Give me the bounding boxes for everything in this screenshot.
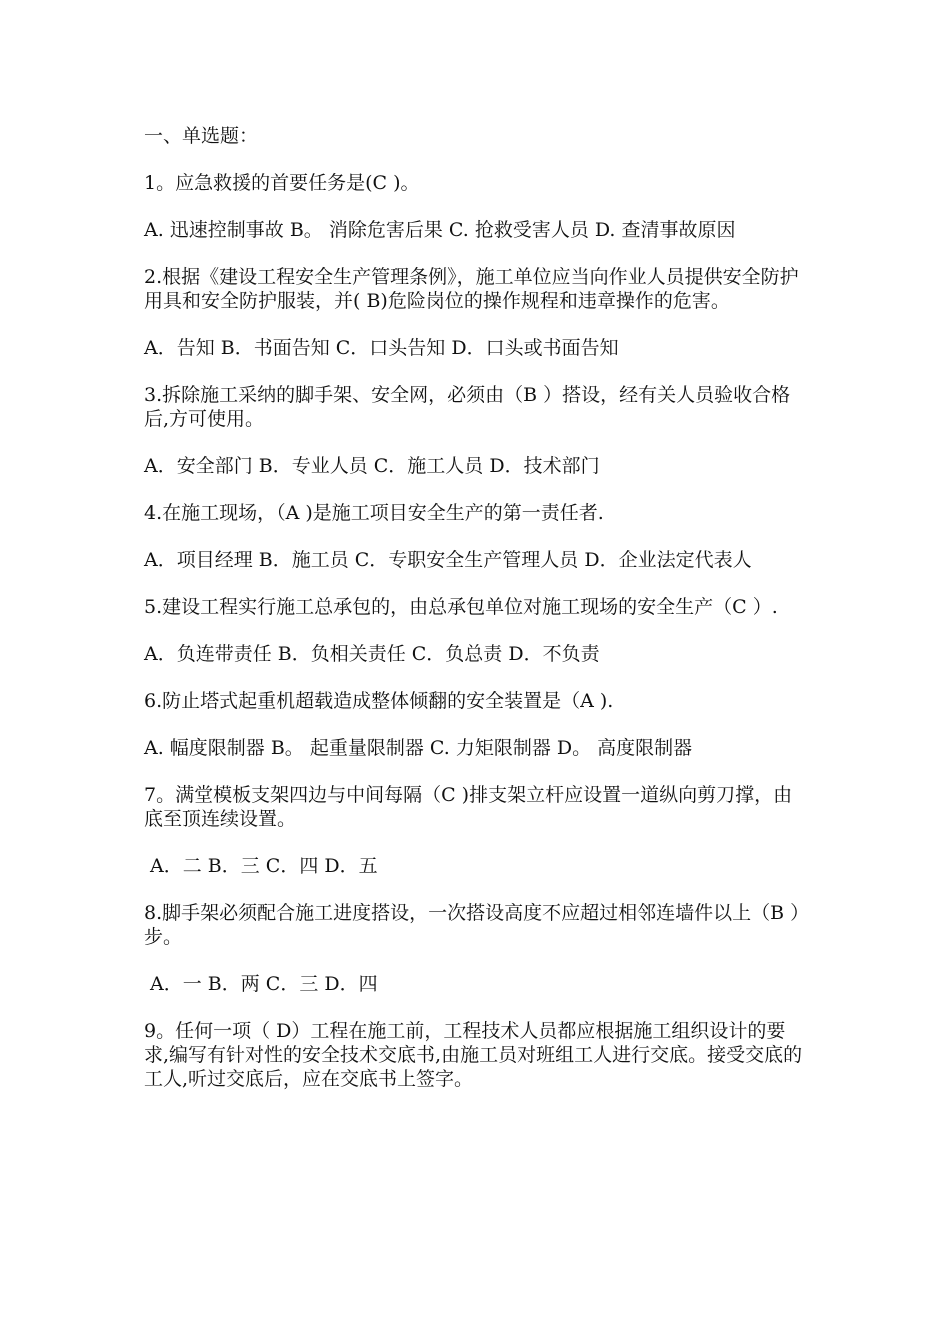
options-3: A．安全部门 B．专业人员 C．施工人员 D．技术部门 <box>144 455 600 477</box>
options-7: A．二 B．三 C．四 D．五 <box>144 855 378 877</box>
question-6: 6.防止塔式起重机超载造成整体倾翻的安全装置是（A ). <box>144 690 614 712</box>
question-2: 2.根据《建设工程安全生产管理条例》，施工单位应当向作业人员提供安全防护用具和安全防护服装，并( B)危险岗位的操作规程和违章操作的危害。 <box>144 266 799 312</box>
options-1: A. 迅速控制事故 B。 消除危害后果 C. 抢救受害人员 D. 查清事故原因 <box>144 219 736 241</box>
question-5: 5.建设工程实行施工总承包的，由总承包单位对施工现场的安全生产（C ）. <box>144 596 778 618</box>
question-7: 7。满堂模板支架四边与中间每隔（C )排支架立杆应设置一道纵向剪刀撑，由底至顶连续设置。 <box>144 784 793 830</box>
question-9: 9。任何一项（ D）工程在施工前，工程技术人员都应根据施工组织设计的要求,编写有针对性的安全技术交底书,由施工员对班组工人进行交底。接受交底的工人,听过交底后，应在交底书上签字。 <box>144 1020 803 1090</box>
question-1: 1。应急救援的首要任务是(C )。 <box>144 172 420 194</box>
question-3: 3.拆除施工采纳的脚手架、安全网，必须由（B ）搭设，经有关人员验收合格后,方可使用。 <box>144 384 791 430</box>
options-8: A．一 B．两 C．三 D．四 <box>144 973 378 995</box>
options-5: A．负连带责任 B．负相关责任 C．负总责 D．不负责 <box>144 643 600 665</box>
options-2: A．告知 B．书面告知 C．口头告知 D．口头或书面告知 <box>144 337 619 359</box>
question-4: 4.在施工现场，（A )是施工项目安全生产的第一责任者. <box>144 502 604 524</box>
options-4: A．项目经理 B．施工员 C．专职安全生产管理人员 D．企业法定代表人 <box>144 549 752 571</box>
document-body <box>144 124 804 1114</box>
options-6: A. 幅度限制器 B。 起重量限制器 C. 力矩限制器 D。 高度限制器 <box>144 737 693 759</box>
section-title: 一、单选题： <box>144 125 259 147</box>
question-8: 8.脚手架必须配合施工进度搭设，一次搭设高度不应超过相邻连墙件以上（B ）步。 <box>144 902 800 948</box>
